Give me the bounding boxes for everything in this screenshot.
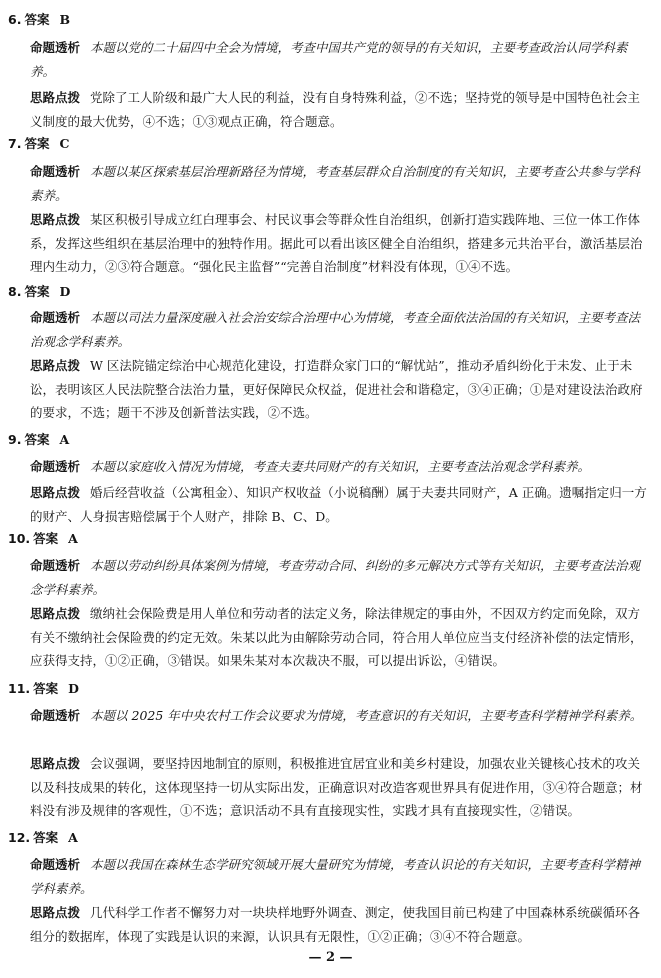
analysis-text: 本题以 2025 年中央农村工作会议要求为情境，考查意识的有关知识，主要考查科学精神学科素养。 <box>90 708 643 723</box>
analysis-label: 命题透析 <box>30 857 81 872</box>
question-9-analysis <box>30 455 650 479</box>
question-7-analysis <box>30 160 650 207</box>
page-number: — 2 — <box>308 950 353 965</box>
question-10-hint <box>30 602 650 673</box>
hint-text: W 区法院锚定综治中心规范化建设，打造群众家门口的“解忧站”，推动矛盾纠纷化于未发、止于未讼，表明该区人民法院整合法治力量，更好保障民众权益，促进社会和谐稳定，③④正确；①是对建设法治政府的要求，不选；题干不涉及创新普法实践，②不选。 <box>30 358 643 420</box>
answer-label: 答案 <box>24 136 50 151</box>
question-10-header <box>8 531 78 547</box>
answer-value: D <box>68 681 80 696</box>
analysis-text: 本题以党的二十届四中全会为情境，考查中国共产党的领导的有关知识，主要考查政治认同学科素养。 <box>30 40 628 79</box>
hint-label: 思路点拨 <box>30 212 81 227</box>
analysis-label: 命题透析 <box>30 708 81 723</box>
question-number: 9. <box>8 432 22 447</box>
question-9-header <box>8 432 69 448</box>
question-7-hint <box>30 208 650 279</box>
hint-label: 思路点拨 <box>30 756 81 771</box>
answer-label: 答案 <box>24 12 50 27</box>
analysis-text: 本题以我国在森林生态学研究领域开展大量研究为情境，考查认识论的有关知识，主要考查科学精神学科素养。 <box>30 857 641 896</box>
hint-text: 缴纳社会保险费是用人单位和劳动者的法定义务，除法律规定的事由外，不因双方约定而免除，双方有关不缴纳社会保险费的约定无效。朱某以此为由解除劳动合同，符合用人单位应当支付经济补偿的法定情形，应获得支持，①②正确，③错误。如果朱某对本次裁决不服，可以提出诉讼，④错误。 <box>30 606 643 668</box>
analysis-label: 命题透析 <box>30 310 81 325</box>
question-number: 10. <box>8 531 31 546</box>
hint-label: 思路点拨 <box>30 485 81 500</box>
hint-label: 思路点拨 <box>30 905 81 920</box>
question-10-analysis <box>30 554 650 601</box>
question-11-analysis <box>30 704 650 728</box>
analysis-text: 本题以家庭收入情况为情境，考查夫妻共同财产的有关知识，主要考查法治观念学科素养。 <box>90 459 591 474</box>
answer-value: D <box>59 284 71 299</box>
question-8-hint <box>30 354 650 425</box>
answer-value: A <box>68 830 78 845</box>
analysis-text: 本题以劳动纠纷具体案例为情境，考查劳动合同、纠纷的多元解决方式等有关知识，主要考查法治观念学科素养。 <box>30 558 641 597</box>
hint-text: 婚后经营收益（公寓租金）、知识产权收益（小说稿酬）属于夫妻共同财产，A 正确。遗嘱指定归一方的财产、人身损害赔偿属于个人财产，排除 B、C、D。 <box>30 485 647 524</box>
question-7-header <box>8 136 69 152</box>
hint-text: 几代科学工作者不懈努力对一块块样地野外调查、测定，使我国目前已构建了中国森林系统碳循环各组分的数据库，体现了实践是认识的来源，认识具有无限性，①②正确；③④不符合题意。 <box>30 905 641 944</box>
hint-text: 某区积极引导成立红白理事会、村民议事会等群众性自治组织，创新打造实践阵地、三位一体工作体系，发挥这些组织在基层治理中的独特作用。据此可以看出该区健全自治组织，搭建多元共治平台，激活基层治理内生动力，②③符合题意。“强化民主监督”“完善自治制度”材料没有体现，①④不选。 <box>30 212 643 274</box>
answer-value: C <box>59 136 70 151</box>
answer-value: A <box>59 432 70 447</box>
analysis-text: 本题以某区探索基层治理新路径为情境，考查基层群众自治制度的有关知识，主要考查公共参与学科素养。 <box>30 164 641 203</box>
question-9-hint <box>30 481 650 528</box>
question-8-analysis <box>30 306 650 353</box>
hint-label: 思路点拨 <box>30 90 81 105</box>
analysis-label: 命题透析 <box>30 164 81 179</box>
question-number: 7. <box>8 136 22 151</box>
question-number: 12. <box>8 830 31 845</box>
answer-value: A <box>68 531 78 546</box>
question-11-header <box>8 681 79 697</box>
answer-label: 答案 <box>24 432 50 447</box>
analysis-label: 命题透析 <box>30 558 81 573</box>
question-number: 6. <box>8 12 22 27</box>
question-8-header <box>8 284 70 300</box>
question-number: 8. <box>8 284 22 299</box>
answer-label: 答案 <box>33 681 59 696</box>
question-12-header <box>8 830 78 846</box>
question-6-header <box>8 12 70 28</box>
answer-label: 答案 <box>24 284 50 299</box>
analysis-text: 本题以司法力量深度融入社会治安综合治理中心为情境，考查全面依法治国的有关知识，主要考查法治观念学科素养。 <box>30 310 641 349</box>
analysis-label: 命题透析 <box>30 459 81 474</box>
question-12-analysis <box>30 853 650 900</box>
answer-label: 答案 <box>33 830 59 845</box>
question-6-analysis <box>30 36 650 83</box>
question-6-hint <box>30 86 650 133</box>
hint-text: 党除了工人阶级和最广大人民的利益，没有自身特殊利益，②不选；坚持党的领导是中国特色社会主义制度的最大优势，④不选；①③观点正确，符合题意。 <box>30 90 641 129</box>
hint-label: 思路点拨 <box>30 606 81 621</box>
answer-label: 答案 <box>33 531 59 546</box>
question-number: 11. <box>8 681 31 696</box>
question-11-hint <box>30 752 650 823</box>
hint-text: 会议强调，要坚持因地制宜的原则，积极推进宜居宜业和美乡村建设，加强农业关键核心技术的攻关以及科技成果的转化，这体现坚持一切从实际出发，正确意识对改造客观世界具有促进作用，③④符合题意；材料没有涉及规律的客观性，①不选；意识活动不具有直接现实性，实践才具有直接现实性，②错误。 <box>30 756 643 818</box>
hint-label: 思路点拨 <box>30 358 81 373</box>
answer-value: B <box>59 12 71 27</box>
analysis-label: 命题透析 <box>30 40 81 55</box>
question-12-hint <box>30 901 650 948</box>
